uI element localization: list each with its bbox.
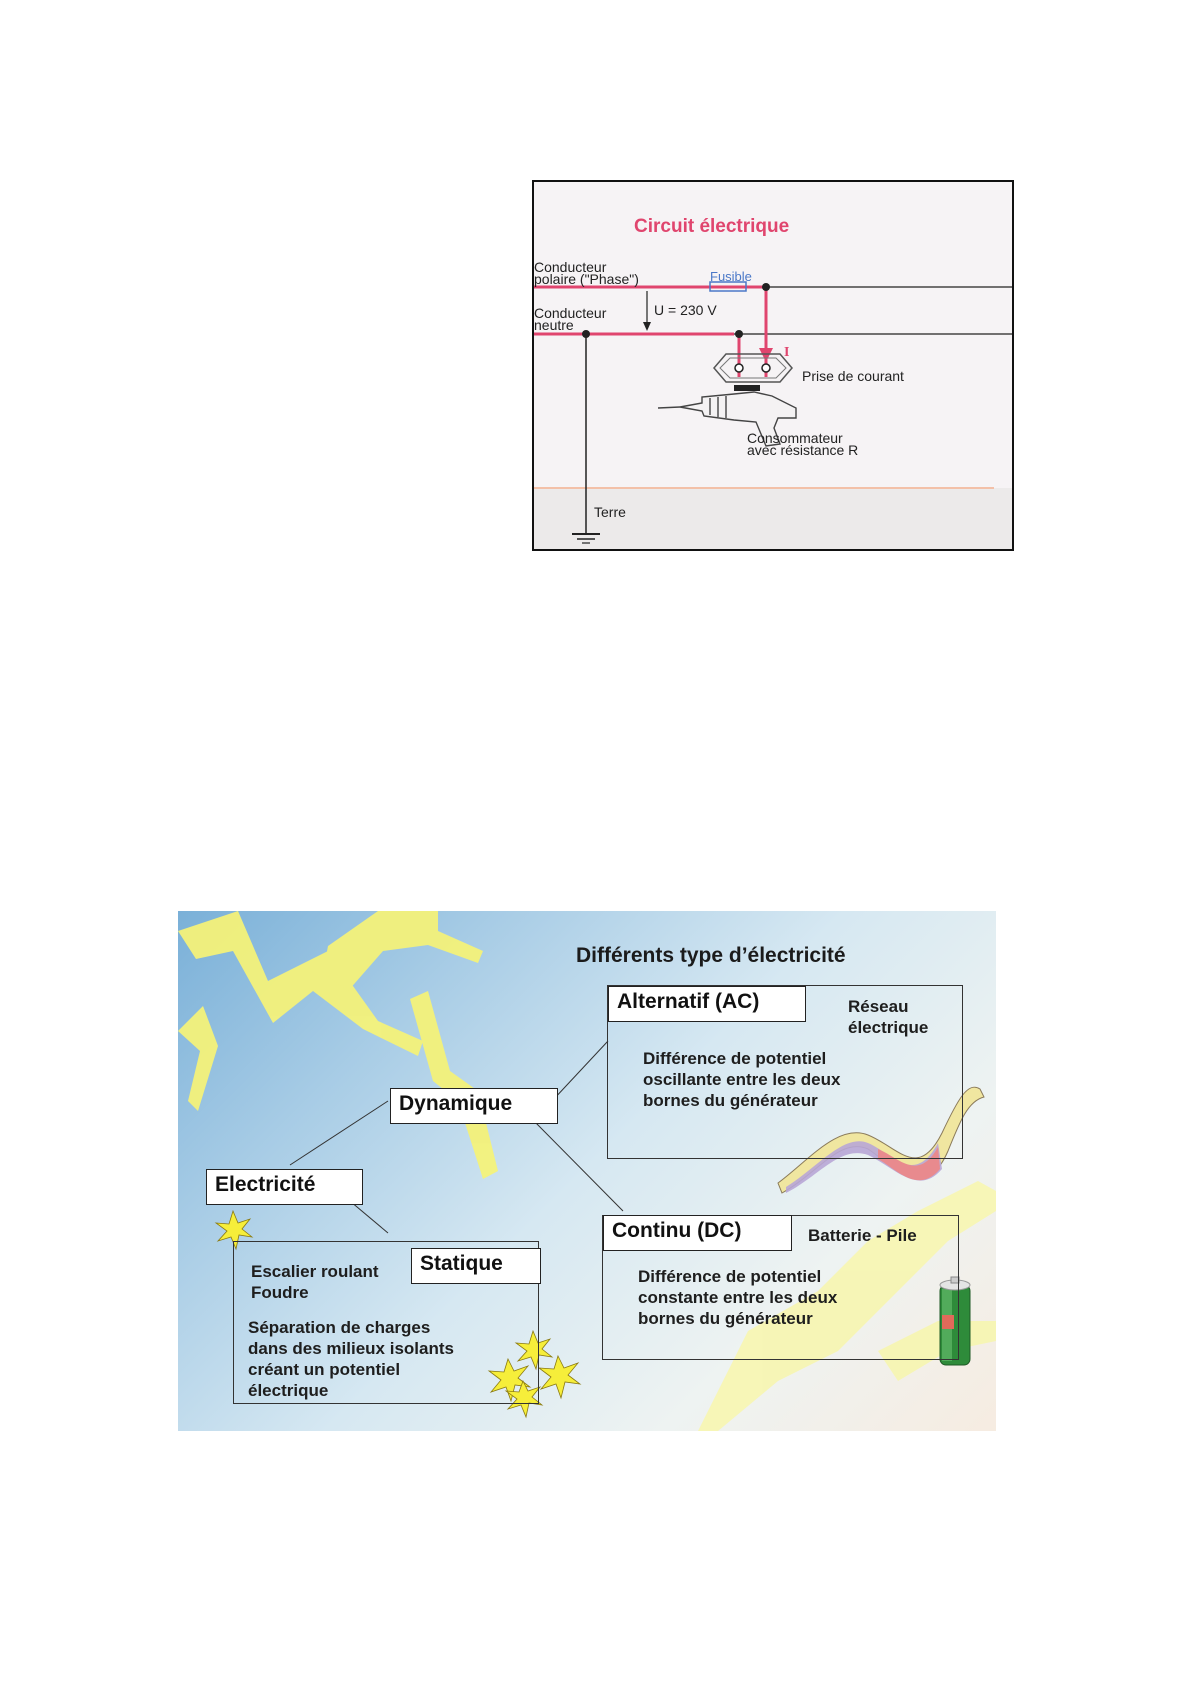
static-desc-line: créant un potentiel xyxy=(248,1360,401,1379)
dynamic-node: Dynamique xyxy=(390,1088,558,1124)
socket-hole-left xyxy=(735,364,743,372)
ac-desc-line: oscillante entre les deux xyxy=(643,1070,841,1089)
ac-description xyxy=(643,1048,840,1111)
ac-node: Alternatif (AC) xyxy=(608,986,806,1022)
current-arrow xyxy=(759,348,773,362)
dc-node: Continu (DC) xyxy=(603,1215,792,1251)
earth-label: Terre xyxy=(594,504,626,520)
dc-example: Batterie - Pile xyxy=(808,1226,917,1245)
ac-desc-line: Différence de potentiel xyxy=(643,1049,827,1068)
static-description xyxy=(248,1317,454,1401)
static-desc-line: Séparation de charges xyxy=(248,1318,431,1337)
lightning-bolt-icon xyxy=(178,911,498,1179)
voltage-label: U = 230 V xyxy=(654,302,717,318)
circuit-title: Circuit électrique xyxy=(634,216,790,237)
dc-desc-line: constante entre les deux xyxy=(638,1288,838,1307)
electricity-node: Electricité xyxy=(206,1169,363,1205)
phase-node xyxy=(762,283,770,291)
slide-title: Différents type d’électricité xyxy=(576,944,846,967)
phase-label-2: polaire ("Phase") xyxy=(534,271,639,287)
socket-label: Prise de courant xyxy=(802,368,904,384)
neutral-label-1: Conducteur xyxy=(534,305,607,321)
neutral-label-2: neutre xyxy=(534,317,574,333)
ac-example xyxy=(848,996,928,1038)
dc-description xyxy=(638,1266,837,1329)
fuse-label: Fusible xyxy=(710,269,752,284)
static-example-line: Foudre xyxy=(251,1283,309,1302)
ac-example-line: Réseau xyxy=(848,997,909,1016)
circuit-diagram xyxy=(532,180,1014,551)
dc-desc-line: Différence de potentiel xyxy=(638,1267,822,1286)
ac-desc-line: bornes du générateur xyxy=(643,1091,818,1110)
current-label: I xyxy=(784,345,790,360)
static-desc-line: dans des milieux isolants xyxy=(248,1339,454,1358)
static-node: Statique xyxy=(411,1248,541,1284)
consumer-label-1: Consommateur xyxy=(747,430,843,446)
neutral-node xyxy=(582,330,590,338)
static-examples xyxy=(251,1261,379,1303)
socket-hole-right xyxy=(762,364,770,372)
static-desc-line: électrique xyxy=(248,1381,329,1400)
electricity-types-slide xyxy=(178,911,996,1431)
static-example-line: Escalier roulant xyxy=(251,1262,379,1281)
dc-desc-line: bornes du générateur xyxy=(638,1309,813,1328)
phase-label-1: Conducteur xyxy=(534,259,607,275)
ac-example-line: électrique xyxy=(848,1018,929,1037)
consumer-label-2: avec résistance R xyxy=(747,442,859,458)
